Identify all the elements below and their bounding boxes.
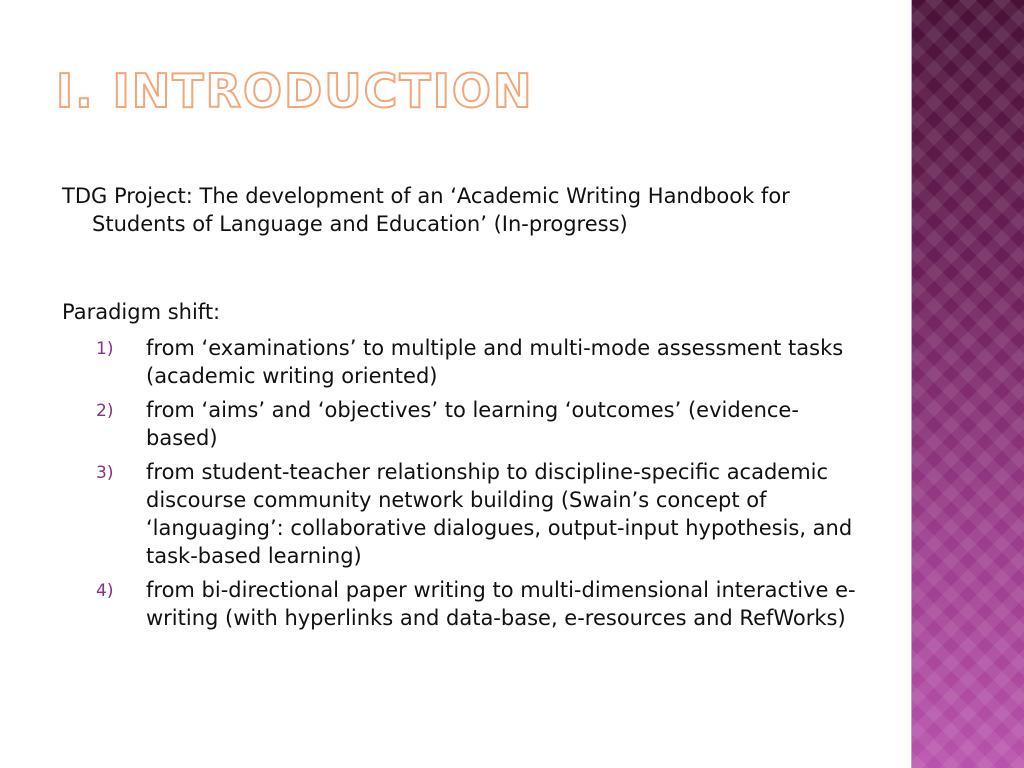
- list-item: [62, 396, 862, 452]
- list-item-number: 1): [96, 339, 114, 359]
- list-item: [62, 576, 862, 632]
- list-item: [62, 334, 862, 390]
- list-item-text: from ‘aims’ and ‘objectives’ to learning ‘outcomes’ (evidence-based): [146, 398, 799, 450]
- paradigm-shift-list: [62, 334, 862, 632]
- paradigm-shift-heading: Paradigm shift:: [62, 300, 221, 324]
- list-item-number: 4): [96, 581, 114, 601]
- list-item-text: from student-teacher relationship to discipline-specific academic discourse community network building (Swain’s concept of ‘languaging’: collaborative dialogues, output-input hypothesis, and task-based learning): [146, 460, 853, 568]
- list-item-text: from ‘examinations’ to multiple and multi-mode assessment tasks (academic writing oriented): [146, 336, 844, 388]
- list-item-number: 2): [96, 401, 114, 421]
- project-paragraph: TDG Project: The development of an ‘Academic Writing Handbook for Students of Language and Education’ (In-progress): [62, 184, 790, 236]
- list-item-number: 3): [96, 463, 114, 483]
- list-item-text: from bi-directional paper writing to multi-dimensional interactive e-writing (with hyperlinks and data-base, e-resources and RefWorks): [146, 578, 856, 630]
- slide-title: I. INTRODUCTION: [56, 64, 534, 118]
- decorative-side-band: [912, 0, 1024, 768]
- slide-body: [62, 182, 862, 638]
- list-item: [62, 458, 862, 570]
